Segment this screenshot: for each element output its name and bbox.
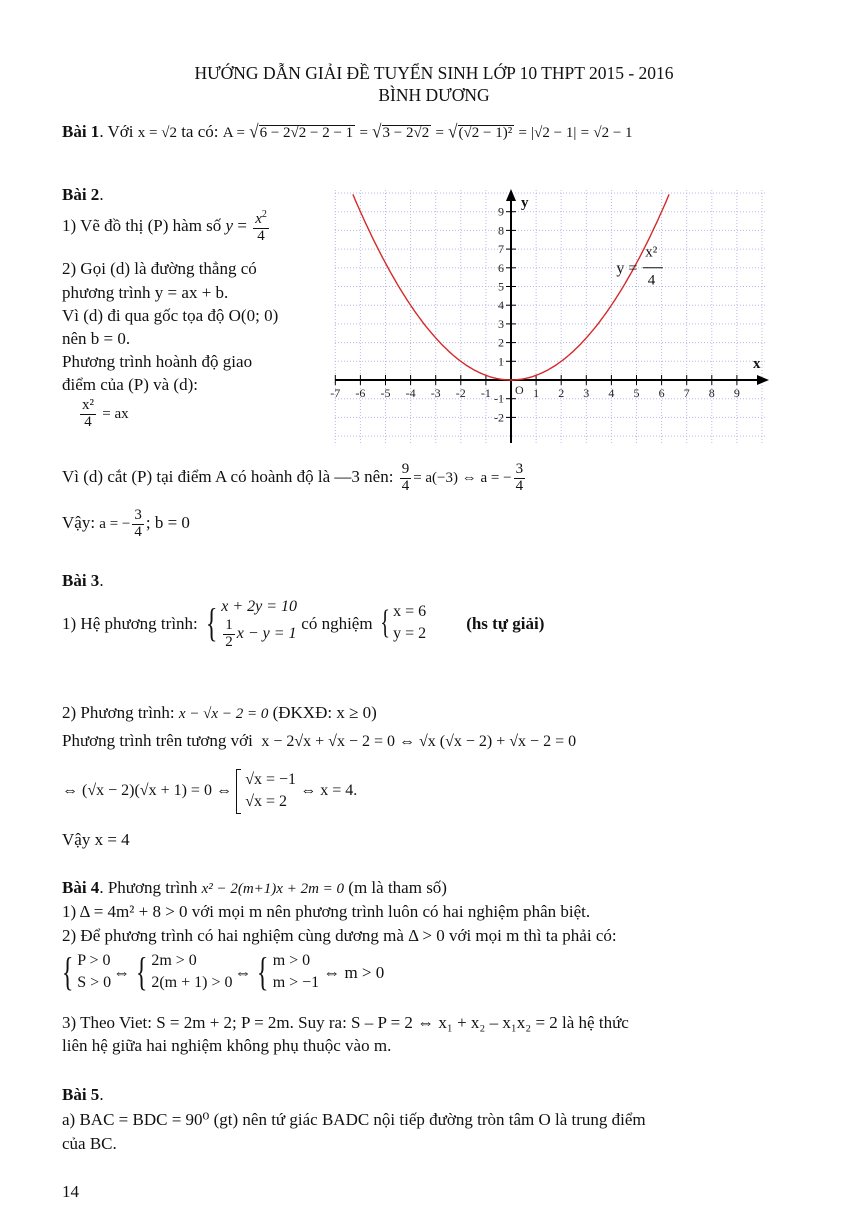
curve-label-den: 4 [647, 272, 656, 289]
x-tick-label: 1 [533, 386, 540, 400]
y-tick-label: -1 [494, 391, 504, 406]
bai5-a-line2: của BC. [62, 1134, 117, 1153]
y-tick-label: 8 [498, 223, 504, 238]
bai2-conclusion [62, 508, 190, 541]
bai1-expr3: (√2 − 1)² [458, 125, 513, 141]
conclusion-num: 3 [134, 507, 142, 523]
x-tick-label: 6 [658, 386, 665, 400]
p2-case2: √x = 2 [245, 793, 288, 811]
sys3-r1: m > 0 [272, 952, 311, 969]
bai1-label: Bài 1 [62, 122, 100, 141]
x-tick-label: -6 [355, 386, 366, 400]
p2-text: 2) Phương trình: [62, 703, 175, 722]
line-A-mid: = a(−3) ⇔ a = − [413, 470, 512, 487]
sys-result: ⇔ m > 0 [323, 962, 385, 982]
bai1-line: Bài 1. Với x = √2 ta có: A = √6 − 2√2 − 2 − 1 = √3 − 2√2 = √(√2 − 1)² = |√2 − 1| = √2 − 1 [62, 121, 633, 142]
line-A-den: 4 [401, 477, 410, 494]
bai3-system: { x + 2y = 10 $\frac{1}{2}$ x − y = 1 [205, 598, 298, 651]
x-tick-label: -4 [405, 386, 416, 400]
sys-frac-den: 2 [225, 634, 233, 651]
bai5-a-line1: a) BAC = BDC = 90⁰ (gt) nên tứ giác BADC nội tiếp đường tròn tâm O là trung điểm [62, 1110, 646, 1129]
y-tick-label: 7 [498, 242, 504, 257]
x-tick-label: 2 [558, 386, 565, 400]
x-tick-label: -7 [330, 386, 341, 400]
conclusion-prefix: Vậy: [62, 513, 96, 533]
bai3-label: Bài 3 [62, 571, 100, 590]
line-A-rden: 4 [515, 477, 524, 494]
bai3-p2-line2 [62, 731, 576, 751]
bai2-p2-line4: nên b = 0. [62, 329, 131, 348]
bai5-label: Bài 5 [62, 1085, 100, 1104]
bai2-heading: Bài 2. [62, 185, 104, 204]
curve-label-prefix: y = [616, 259, 638, 277]
x-tick-label: 5 [633, 386, 640, 400]
bai4-intro-text: . Phương trình [99, 878, 198, 897]
p2-line2-eq: x − 2√x + √x − 2 = 0 ⇔ √x (√x − 2) + √x − 2 = 0 [261, 733, 577, 750]
bai3-p1 [62, 596, 544, 651]
bai1-result: √2 − 1 [593, 125, 633, 141]
line-A-text: Vì (d) cắt (P) tại điểm A có hoành độ là —3 nên: [62, 467, 394, 487]
bai2-p2-line6: điểm của (P) và (d): [62, 375, 198, 394]
sys2-r2: 2(m + 1) > 0 [151, 974, 233, 992]
p2-line3-result: ⇔ x = 4. [300, 782, 358, 800]
document-title-line2: BÌNH DƯƠNG [378, 85, 490, 105]
conclusion-b: ; b = 0 [145, 513, 190, 533]
x-tick-label: -2 [455, 386, 466, 400]
bai3-conclusion: Vậy x = 4 [62, 830, 130, 849]
p2-line3-eq: ⇔ (√x − 2)(√x + 1) = 0 ⇔ [62, 782, 232, 800]
bai4-p3-line2: liên hệ giữa hai nghiệm không phụ thuộc vào m. [62, 1036, 392, 1055]
bai3-p1-text: 1) Hệ phương trình: [62, 613, 198, 633]
conclusion-a: a = − [99, 516, 131, 533]
bai1-expr2: 3 − 2√2 [382, 125, 430, 141]
sys3-r2: m > −1 [272, 974, 320, 992]
bai4-param-note: (m là tham số) [348, 878, 447, 897]
y-tick-label: 6 [498, 260, 504, 275]
x-tick-label: -1 [480, 386, 491, 400]
eq-den: 4 [84, 413, 92, 430]
x-tick-label: 3 [583, 386, 590, 400]
bai3-solution: { x = 6 y = 2 [377, 601, 426, 646]
p2-eq: x − √x − 2 = 0 [178, 706, 269, 722]
bai2-p2-line2: phương trình y = ax + b. [62, 283, 229, 302]
bai2-p2-line5: Phương trình hoành độ giao [62, 352, 253, 371]
bai2-label: Bài 2 [62, 185, 100, 204]
eq-num: x² [82, 397, 94, 413]
bai1-expr1: 6 − 2√2 − 2 − 1 [259, 125, 354, 141]
bai3-heading: Bài 3. [62, 571, 104, 590]
bai4-p3-line1: 3) Theo Viet: S = 2m + 2; P = 2m. Suy ra: S – P = 2 ⇔ x₁ + x₂ – x₁x₂ = 2 là hệ thức [62, 1013, 629, 1032]
x-axis-arrow-icon [757, 375, 769, 385]
y-tick-label: -2 [494, 410, 504, 425]
page-number: 14 [62, 1182, 79, 1201]
bai3-note: (hs tự giải) [466, 613, 545, 633]
p2-case1: √x = −1 [245, 771, 297, 788]
sys1-r1: P > 0 [77, 952, 111, 969]
curve-label-num: x² [645, 244, 658, 261]
sys3: { m > 0 m > −1 [257, 949, 320, 995]
bai3-p2-line3 [62, 769, 357, 814]
bai5-heading: Bài 5. [62, 1085, 104, 1104]
bai4-p2: 2) Để phương trình có hai nghiệm cùng dương mà Δ > 0 với mọi m thì ta phải có: [62, 926, 617, 945]
bai1-A-label: A = [222, 125, 245, 141]
sys-row2-rest: x − y = 1 [236, 625, 297, 643]
y-tick-label: 9 [498, 204, 504, 219]
bai4-p1: 1) Δ = 4m² + 8 > 0 với mọi m nên phương trình luôn có hai nghiệm phân biệt. [62, 902, 591, 921]
bai4-equation: x² − 2(m+1)x + 2m = 0 [201, 881, 345, 897]
line-A-rnum: 3 [515, 461, 524, 477]
sol-text: có nghiệm [301, 613, 373, 633]
y-axis-arrow-icon [506, 189, 516, 201]
y-tick-label: 1 [498, 354, 504, 369]
bai4-label: Bài 4 [62, 878, 100, 897]
y-tick-label: 2 [498, 335, 504, 350]
x-tick-label: 7 [683, 386, 690, 400]
p2-cases [236, 769, 296, 814]
y-tick-label: 5 [498, 279, 504, 294]
bai2-equation [78, 398, 129, 431]
sys2-r1: 2m > 0 [151, 952, 197, 969]
sys1: { P > 0 S > 0 [61, 949, 112, 995]
bai3-p2 [62, 703, 377, 723]
sol-row2: y = 2 [393, 625, 427, 643]
p2-cond: (ĐKXĐ: x ≥ 0) [272, 703, 377, 722]
bai1-expr4: |√2 − 1| [531, 125, 577, 141]
sol-row1: x = 6 [393, 603, 427, 621]
conclusion-den: 4 [134, 523, 142, 540]
x-axis-label: x [753, 356, 761, 372]
parabola-graph [330, 185, 775, 443]
bai1-mid: ta có: [181, 122, 219, 141]
equiv-1: ⇔ [113, 962, 131, 982]
bai2-p2-line1: 2) Gọi (d) là đường thẳng có [62, 259, 257, 278]
y-axis-label: y [521, 195, 529, 211]
bai2-p1: 1) Vẽ đồ thị (P) hàm số y = $\frac{x^2}{4}$ [62, 209, 267, 244]
y-tick-label: 4 [498, 298, 504, 313]
equiv-2: ⇔ [234, 962, 252, 982]
bai1-cond: x = √2 [137, 125, 177, 141]
p2-line2-text: Phương trình trên tương với [62, 731, 253, 750]
sys2: { 2m > 0 2(m + 1) > 0 [135, 949, 233, 995]
bai4-systems [58, 950, 384, 995]
x-tick-label: 9 [733, 386, 740, 400]
sys-row1: x + 2y = 10 [221, 598, 298, 615]
x-tick-label: -5 [380, 386, 391, 400]
eq-rhs: = ax [102, 406, 129, 423]
line-A-num: 9 [401, 461, 410, 477]
bai2-p2-line3: Vì (d) đi qua gốc tọa độ O(0; 0) [62, 306, 279, 325]
sys1-r2: S > 0 [77, 974, 112, 992]
y-tick-label: 3 [498, 316, 504, 331]
x-tick-label: 4 [608, 386, 615, 400]
bai2-line-A [62, 462, 527, 495]
bai1-intro: . Với [99, 122, 134, 141]
origin-label: O [515, 383, 524, 397]
bai4-intro [62, 878, 447, 898]
x-tick-label: 8 [708, 386, 715, 400]
x-tick-label: -3 [430, 386, 441, 400]
document-title-line1: HƯỚNG DẪN GIẢI ĐỀ TUYỂN SINH LỚP 10 THPT 2015 - 2016 [194, 63, 674, 83]
sys-frac-num: 1 [225, 617, 233, 634]
bai2-p1-text: 1) Vẽ đồ thị (P) hàm số [62, 216, 222, 236]
